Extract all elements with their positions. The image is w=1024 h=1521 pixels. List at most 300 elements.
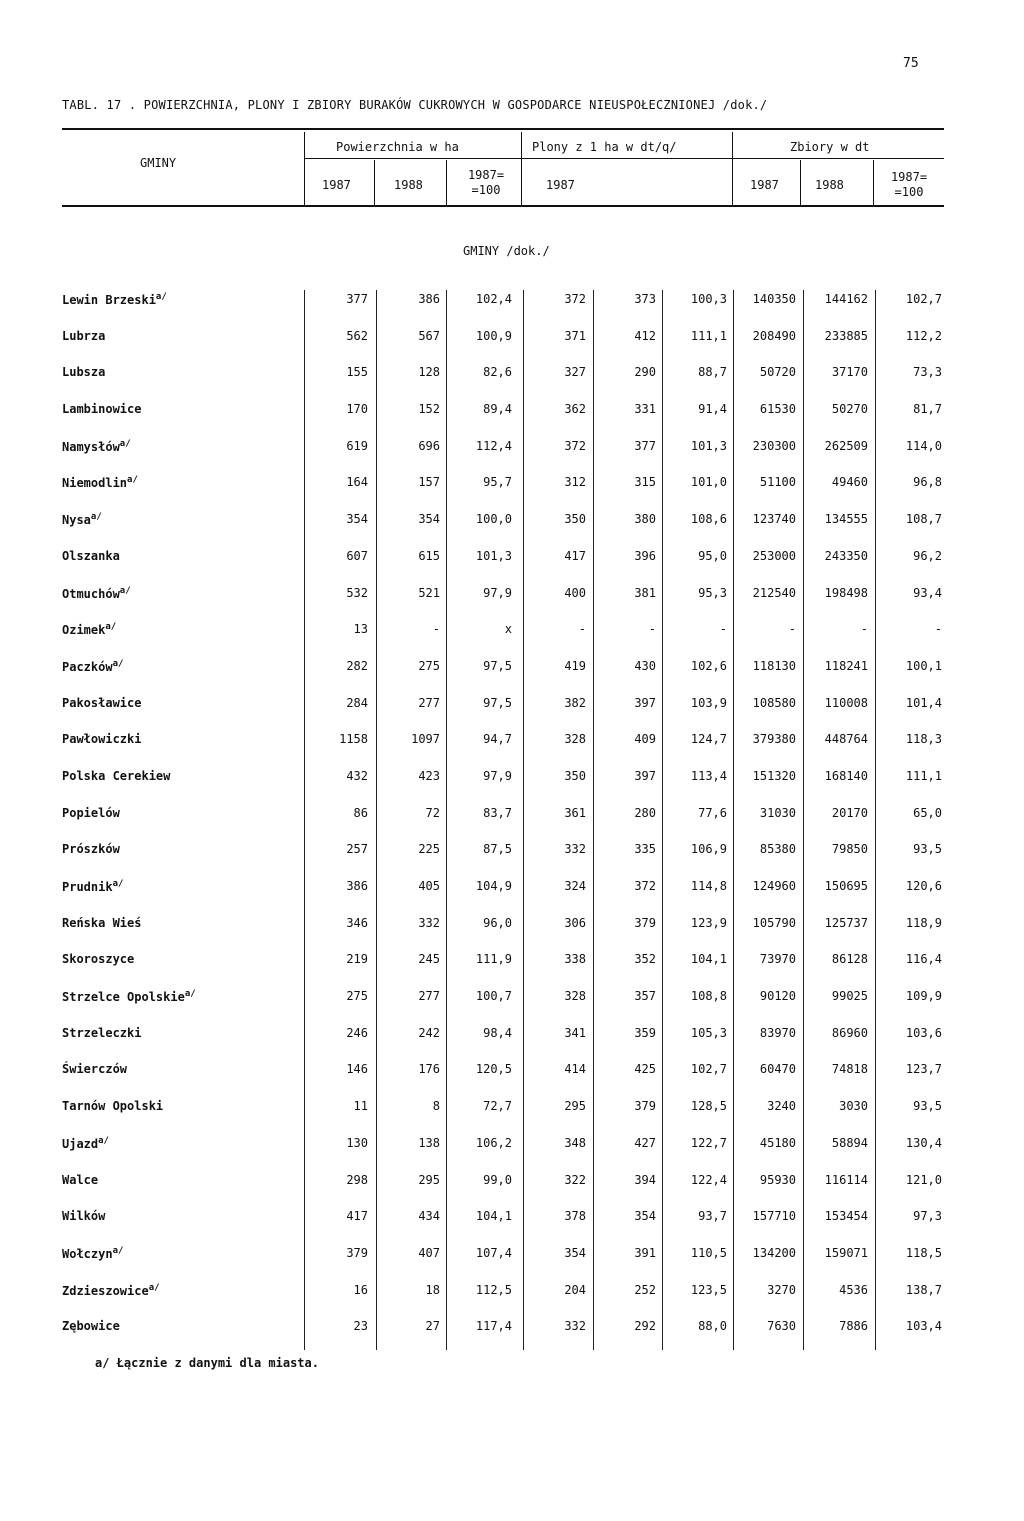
table-cell: 88,0 — [698, 1319, 727, 1334]
table-row — [0, 724, 1024, 761]
gmina-name — [62, 329, 105, 343]
gmina-name — [62, 1246, 123, 1261]
table-cell: 532 — [346, 585, 368, 600]
table-cell: 72,7 — [483, 1099, 512, 1114]
header-area-index: 1987= =100 — [467, 168, 505, 197]
table-cell: - — [578, 622, 586, 637]
table-row — [0, 1128, 1024, 1165]
table-cell: 60470 — [759, 1062, 796, 1077]
table-cell: 448764 — [824, 732, 868, 747]
table-cell: 88,7 — [698, 365, 727, 380]
table-cell: 357 — [634, 989, 656, 1004]
gmina-name — [62, 696, 141, 710]
table-cell: 225 — [418, 842, 440, 857]
table-cell: 83970 — [759, 1025, 796, 1040]
table-cell: 246 — [346, 1025, 368, 1040]
table-cell: 107,4 — [475, 1245, 512, 1260]
table-row — [0, 1018, 1024, 1055]
table-cell: 425 — [634, 1062, 656, 1077]
table-cell: 110,5 — [690, 1245, 727, 1260]
table-cell: 397 — [634, 695, 656, 710]
gmina-name — [62, 292, 167, 307]
table-cell: 128 — [418, 365, 440, 380]
table-cell: 275 — [346, 989, 368, 1004]
table-row — [0, 1275, 1024, 1312]
table-cell: 121,0 — [905, 1172, 942, 1187]
table-cell: 331 — [634, 402, 656, 417]
table-cell: 262509 — [824, 438, 868, 453]
table-cell: 116,4 — [905, 952, 942, 967]
table-cell: 51100 — [759, 475, 796, 490]
table-cell: 98,4 — [483, 1025, 512, 1040]
gmina-name — [62, 512, 102, 527]
table-row — [0, 321, 1024, 358]
footnote: a/ Łącznie z danymi dla miasta. — [95, 1356, 319, 1370]
table-cell: 397 — [634, 768, 656, 783]
table-row — [0, 504, 1024, 541]
gmina-name — [62, 916, 141, 930]
table-cell: 243350 — [824, 548, 868, 563]
table-cell: 58894 — [831, 1135, 868, 1150]
table-cell: 95,0 — [698, 548, 727, 563]
table-cell: 427 — [634, 1135, 656, 1150]
table-cell: 118,9 — [905, 915, 942, 930]
table-cell: 111,9 — [475, 952, 512, 967]
table-row — [0, 908, 1024, 945]
table-cell: 252 — [634, 1282, 656, 1297]
gmina-name — [62, 365, 105, 379]
table-cell: 83,7 — [483, 805, 512, 820]
table-cell: 123,9 — [690, 915, 727, 930]
table-cell: 79850 — [831, 842, 868, 857]
table-cell: 114,8 — [690, 879, 727, 893]
table-cell: 204 — [564, 1282, 586, 1297]
gmina-name — [62, 842, 120, 856]
table-cell: 379 — [346, 1245, 368, 1260]
table-cell: 521 — [418, 585, 440, 600]
table-row — [0, 394, 1024, 431]
table-row — [0, 1311, 1024, 1348]
table-cell: 100,0 — [475, 512, 512, 527]
table-cell: 1158 — [339, 732, 368, 747]
table-cell: 380 — [634, 512, 656, 527]
table-row — [0, 541, 1024, 578]
table-cell: 104,1 — [475, 1209, 512, 1224]
gmina-name-text: Niemodlin — [62, 476, 128, 491]
table-row — [0, 431, 1024, 468]
table-cell: 102,6 — [690, 658, 727, 673]
gmina-name-text: Namysłów — [62, 439, 120, 454]
header-divider — [873, 160, 874, 205]
table-cell: 112,2 — [905, 328, 942, 343]
table-cell: 372 — [564, 292, 586, 306]
gmina-name — [62, 1173, 98, 1187]
header-divider — [446, 160, 447, 205]
table-cell: 328 — [564, 989, 586, 1004]
table-cell: 379 — [634, 915, 656, 930]
table-cell: 290 — [634, 365, 656, 380]
gmina-name — [62, 402, 141, 416]
table-cell: 125737 — [824, 915, 868, 930]
table-cell: 164 — [346, 475, 368, 490]
table-cell: 350 — [564, 768, 586, 783]
header-harvest-index: 1987= =100 — [890, 170, 928, 199]
table-cell: 168140 — [824, 768, 868, 783]
gmina-name-text: Lubsza — [62, 365, 106, 380]
table-cell: 338 — [564, 952, 586, 967]
table-cell: 354 — [346, 512, 368, 527]
table-cell: 391 — [634, 1245, 656, 1260]
footnote-marker: a/ — [112, 1245, 124, 1256]
gmina-name-text: Świerczów — [62, 1062, 128, 1077]
table-cell: 152 — [418, 402, 440, 417]
footnote-marker: a/ — [98, 1135, 109, 1146]
table-cell: 4536 — [839, 1282, 868, 1297]
table-cell: 157 — [418, 475, 440, 490]
table-cell: 96,8 — [913, 475, 942, 490]
gmina-name — [62, 769, 170, 783]
table-cell: 100,3 — [690, 292, 727, 306]
table-cell: 108,6 — [690, 512, 727, 527]
gmina-name-text: Reńska Wieś — [62, 915, 142, 930]
table-cell: 49460 — [831, 475, 868, 490]
gmina-name — [62, 586, 131, 601]
table-cell: 3240 — [767, 1099, 796, 1114]
table-cell: 120,5 — [475, 1062, 512, 1077]
table-cell: 371 — [564, 328, 586, 343]
table-cell: 354 — [564, 1245, 586, 1260]
table-cell: 292 — [634, 1319, 656, 1334]
table-cell: 354 — [418, 512, 440, 527]
table-cell: 101,3 — [475, 548, 512, 563]
table-cell: 93,4 — [913, 585, 942, 600]
table-cell: 50270 — [831, 402, 868, 417]
gmina-name — [62, 879, 123, 894]
table-cell: 159071 — [824, 1245, 868, 1260]
table-cell: 144162 — [824, 292, 868, 306]
table-cell: 386 — [418, 292, 440, 306]
table-cell: 284 — [346, 695, 368, 710]
table-cell: 116114 — [824, 1172, 868, 1187]
gmina-name-text: Lubrza — [62, 328, 106, 343]
footnote-marker: a/ — [155, 292, 167, 302]
table-cell: 386 — [346, 879, 368, 893]
table-cell: 73,3 — [913, 365, 942, 380]
table-cell: 409 — [634, 732, 656, 747]
table-cell: 105,3 — [690, 1025, 727, 1040]
table-cell: x — [504, 622, 512, 637]
table-cell: 97,5 — [483, 658, 512, 673]
table-cell: 89,4 — [483, 402, 512, 417]
table-cell: 103,9 — [690, 695, 727, 710]
footnote-marker: a/ — [119, 438, 131, 449]
table-cell: 104,9 — [475, 879, 512, 893]
table-cell: 350 — [564, 512, 586, 527]
table-row — [0, 688, 1024, 725]
table-cell: 112,4 — [475, 438, 512, 453]
table-cell: 128,5 — [690, 1099, 727, 1114]
table-cell: 242 — [418, 1025, 440, 1040]
gmina-name — [62, 549, 120, 563]
table-cell: 361 — [564, 805, 586, 820]
table-cell: 430 — [634, 658, 656, 673]
table-cell: 208490 — [752, 328, 796, 343]
table-cell: 567 — [418, 328, 440, 343]
table-cell: 93,7 — [698, 1209, 727, 1224]
table-cell: 103,4 — [905, 1319, 942, 1334]
table-cell: 118,5 — [905, 1245, 942, 1260]
gmina-name — [62, 622, 116, 637]
table-cell: 219 — [346, 952, 368, 967]
table-cell: 100,1 — [905, 658, 942, 673]
table-cell: 110008 — [824, 695, 868, 710]
footnote-marker: a/ — [105, 622, 117, 633]
table-cell: 77,6 — [698, 805, 727, 820]
table-cell: 153454 — [824, 1209, 868, 1224]
table-cell: 100,9 — [475, 328, 512, 343]
table-cell: 155 — [346, 365, 368, 380]
table-cell: - — [719, 622, 727, 637]
table-cell: 106,2 — [475, 1135, 512, 1150]
table-cell: 100,7 — [475, 989, 512, 1004]
table-cell: 306 — [564, 915, 586, 930]
table-cell: 324 — [564, 879, 586, 893]
gmina-name-text: Wilków — [62, 1209, 106, 1224]
table-cell: 130 — [346, 1135, 368, 1150]
table-cell: 282 — [346, 658, 368, 673]
gmina-name-text: Paczków — [62, 659, 113, 674]
table-cell: 295 — [418, 1172, 440, 1187]
gmina-name — [62, 1026, 141, 1040]
table-cell: 86128 — [831, 952, 868, 967]
table-cell: 95930 — [759, 1172, 796, 1187]
gmina-name-text: Popielów — [62, 805, 120, 820]
table-cell: 117,4 — [475, 1319, 512, 1334]
table-row — [0, 1091, 1024, 1128]
gmina-name-text: Zębowice — [62, 1319, 120, 1334]
table-cell: 23 — [353, 1319, 368, 1334]
table-cell: 16 — [353, 1282, 368, 1297]
table-cell: 97,5 — [483, 695, 512, 710]
table-row — [0, 578, 1024, 615]
gmina-name — [62, 1136, 109, 1151]
table-cell: 253000 — [752, 548, 796, 563]
gmina-name-text: Strzelce Opolskie — [62, 990, 185, 1005]
gmina-name-text: Pawłowiczki — [62, 732, 142, 747]
table-cell: 93,5 — [913, 842, 942, 857]
table-cell: 8 — [432, 1099, 440, 1114]
table-cell: 619 — [346, 438, 368, 453]
table-cell: 615 — [418, 548, 440, 563]
table-cell: 417 — [346, 1209, 368, 1224]
table-cell: 103,6 — [905, 1025, 942, 1040]
header-area-group: Powierzchnia w ha — [336, 140, 459, 154]
gmina-name-text: Pakosławice — [62, 695, 142, 710]
gmina-name — [62, 1099, 163, 1113]
table-cell: 118130 — [752, 658, 796, 673]
table-cell: 562 — [346, 328, 368, 343]
header-divider — [304, 132, 305, 205]
table-row — [0, 1165, 1024, 1202]
table-row — [0, 357, 1024, 394]
table-cell: 417 — [564, 548, 586, 563]
header-divider — [521, 132, 522, 205]
table-cell: 134200 — [752, 1245, 796, 1260]
gmina-name — [62, 806, 120, 820]
footnote-marker: a/ — [90, 512, 102, 523]
header-area-1988: 1988 — [394, 178, 423, 192]
table-cell: 123,7 — [905, 1062, 942, 1077]
table-cell: 95,3 — [698, 585, 727, 600]
table-cell: 377 — [346, 292, 368, 306]
table-cell: 138,7 — [905, 1282, 942, 1297]
table-cell: - — [860, 622, 868, 637]
header-yield-1987: 1987 — [546, 178, 575, 192]
table-cell: 400 — [564, 585, 586, 600]
table-cell: 432 — [346, 768, 368, 783]
table-cell: 341 — [564, 1025, 586, 1040]
table-cell: 50720 — [759, 365, 796, 380]
table-cell: 379 — [634, 1099, 656, 1114]
header-gminy: GMINY — [140, 156, 177, 170]
table-cell: 7886 — [839, 1319, 868, 1334]
table-cell: 412 — [634, 328, 656, 343]
table-cell: 112,5 — [475, 1282, 512, 1297]
table-cell: 96,0 — [483, 915, 512, 930]
table-cell: 140350 — [752, 292, 796, 306]
table-cell: 312 — [564, 475, 586, 490]
table-cell: 99,0 — [483, 1172, 512, 1187]
table-cell: 377 — [634, 438, 656, 453]
header-harvest-1987: 1987 — [750, 178, 779, 192]
table-cell: 65,0 — [913, 805, 942, 820]
table-cell: 73970 — [759, 952, 796, 967]
table-cell: 381 — [634, 585, 656, 600]
gmina-name — [62, 1062, 127, 1076]
table-row — [0, 944, 1024, 981]
table-cell: 99025 — [831, 989, 868, 1004]
table-cell: 104,1 — [690, 952, 727, 967]
table-cell: 277 — [418, 989, 440, 1004]
table-cell: 122,4 — [690, 1172, 727, 1187]
gmina-name — [62, 1209, 105, 1223]
table-cell: 335 — [634, 842, 656, 857]
table-cell: 280 — [634, 805, 656, 820]
table-cell: 373 — [634, 292, 656, 306]
table-cell: 27 — [425, 1319, 440, 1334]
table-cell: 101,3 — [690, 438, 727, 453]
header-mid-rule — [304, 158, 944, 159]
table-cell: 45180 — [759, 1135, 796, 1150]
table-cell: 122,7 — [690, 1135, 727, 1150]
table-row — [0, 834, 1024, 871]
gmina-name-text: Otmuchów — [62, 586, 120, 601]
table-row — [0, 614, 1024, 651]
table-cell: 86960 — [831, 1025, 868, 1040]
table-cell: 91,4 — [698, 402, 727, 417]
gmina-name — [62, 475, 138, 490]
table-cell: 332 — [418, 915, 440, 930]
gmina-name-text: Olszanka — [62, 548, 120, 563]
table-cell: 315 — [634, 475, 656, 490]
table-cell: 407 — [418, 1245, 440, 1260]
table-cell: 101,4 — [905, 695, 942, 710]
gmina-name-text: Zdzieszowice — [62, 1283, 149, 1298]
table-cell: 322 — [564, 1172, 586, 1187]
table-cell: 124,7 — [690, 732, 727, 747]
table-cell: 359 — [634, 1025, 656, 1040]
table-cell: - — [432, 622, 440, 637]
table-cell: 382 — [564, 695, 586, 710]
table-cell: 101,0 — [690, 475, 727, 490]
table-row — [0, 1054, 1024, 1091]
gmina-name-text: Prószków — [62, 842, 120, 857]
table-cell: 108,7 — [905, 512, 942, 527]
gmina-name — [62, 1319, 120, 1333]
header-divider — [374, 160, 375, 205]
table-cell: 233885 — [824, 328, 868, 343]
page-number: 75 — [903, 56, 919, 71]
section-label: GMINY /dok./ — [463, 244, 550, 258]
header-harvest-1988: 1988 — [815, 178, 844, 192]
table-cell: 696 — [418, 438, 440, 453]
gmina-name-text: Ozimek — [62, 623, 106, 638]
gmina-name-text: Ujazd — [62, 1136, 99, 1151]
gmina-name-text: Nysa — [62, 513, 91, 528]
table-cell: 120,6 — [905, 879, 942, 893]
gmina-name-text: Lambinowice — [62, 402, 142, 417]
gmina-name — [62, 732, 141, 746]
table-cell: 134555 — [824, 512, 868, 527]
table-cell: 102,7 — [905, 292, 942, 306]
table-cell: 150695 — [824, 879, 868, 893]
table-cell: 151320 — [752, 768, 796, 783]
table-cell: 96,2 — [913, 548, 942, 563]
table-cell: 198498 — [824, 585, 868, 600]
table-cell: 111,1 — [690, 328, 727, 343]
table-cell: 111,1 — [905, 768, 942, 783]
table-cell: 94,7 — [483, 732, 512, 747]
table-cell: 72 — [425, 805, 440, 820]
table-cell: - — [648, 622, 656, 637]
table-cell: 97,9 — [483, 768, 512, 783]
table-cell: 123,5 — [690, 1282, 727, 1297]
table-cell: 419 — [564, 658, 586, 673]
table-cell: 20170 — [831, 805, 868, 820]
gmina-name-text: Polska Cerekiew — [62, 768, 171, 783]
table-cell: 87,5 — [483, 842, 512, 857]
gmina-name-text: Prudnik — [62, 880, 113, 894]
table-row — [0, 651, 1024, 688]
gmina-name-text: Strzeleczki — [62, 1025, 142, 1040]
table-cell: 82,6 — [483, 365, 512, 380]
table-cell: 97,3 — [913, 1209, 942, 1224]
table-cell: 114,0 — [905, 438, 942, 453]
table-cell: 102,7 — [690, 1062, 727, 1077]
header-top-rule — [62, 128, 944, 130]
gmina-name-text: Lewin Brzeski — [62, 293, 156, 307]
table-body — [0, 284, 1024, 1348]
table-row — [0, 284, 1024, 321]
table-cell: 378 — [564, 1209, 586, 1224]
table-cell: 118241 — [824, 658, 868, 673]
table-row — [0, 761, 1024, 798]
gmina-name — [62, 989, 196, 1004]
table-cell: 3030 — [839, 1099, 868, 1114]
table-cell: - — [934, 622, 942, 637]
gmina-name — [62, 659, 123, 674]
table-cell: 90120 — [759, 989, 796, 1004]
